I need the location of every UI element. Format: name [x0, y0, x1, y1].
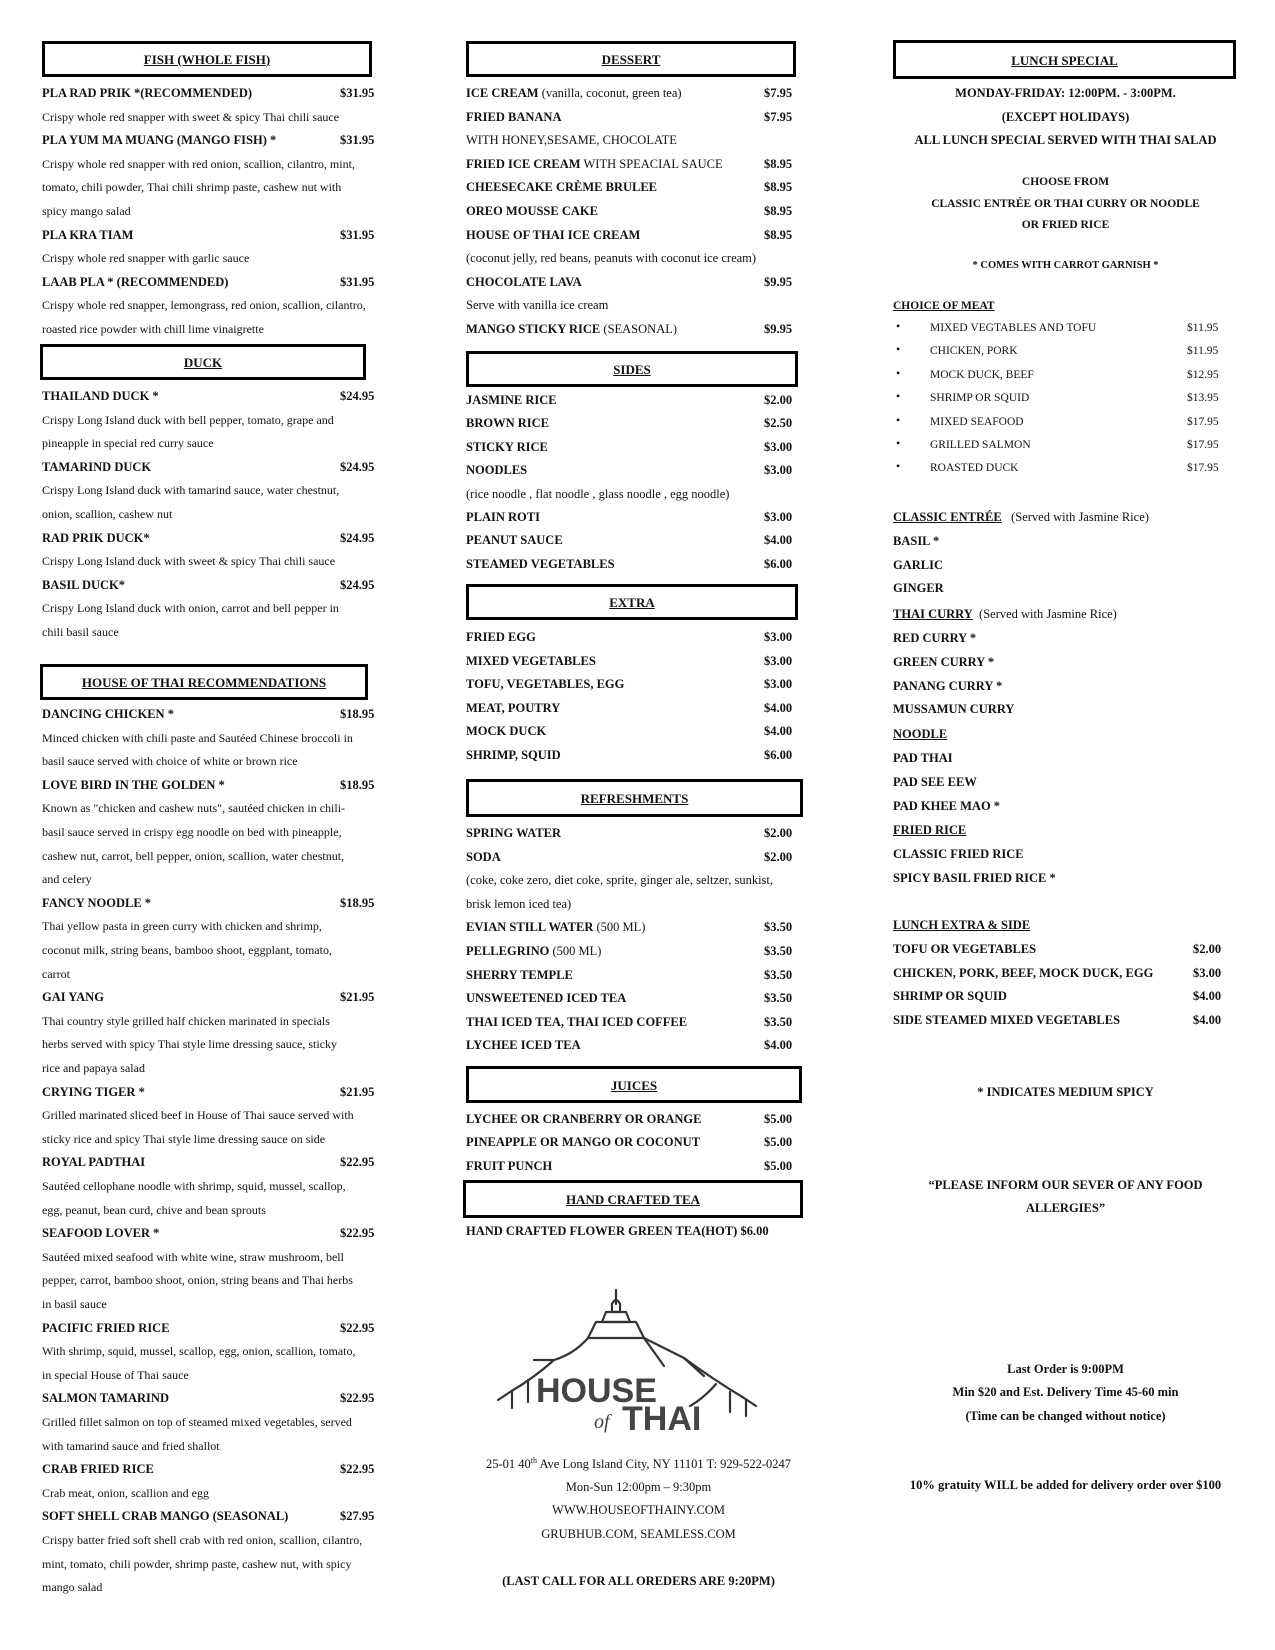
meat-choice-name: MIXED SEAFOOD — [930, 415, 1024, 428]
lunch-option-item: PANANG CURRY * — [893, 678, 1003, 693]
menu-line — [466, 1159, 552, 1174]
menu-line-price: $8.95 — [764, 227, 793, 242]
menu-line-name: STEAMED VEGETABLES — [466, 556, 615, 571]
lunch-special-header: LUNCH SPECIAL — [893, 40, 1236, 79]
menu-line-price: $3.00 — [764, 439, 793, 454]
menu-item-name: RAD PRIK DUCK* — [42, 530, 150, 545]
menu-item-name: PLA YUM MA MUANG (MANGO FISH) * — [42, 133, 277, 148]
menu-item-description: Sautéed cellophane noodle with shrimp, squid, mussel, scallop, — [42, 1179, 346, 1193]
menu-item-description: with tamarind sauce and fried shallot — [42, 1438, 220, 1453]
bullet-icon: • — [896, 436, 901, 450]
menu-line-name: FRUIT PUNCH — [466, 1158, 553, 1173]
fish-section-header: FISH (WHOLE FISH) — [42, 41, 372, 77]
menu-line — [466, 850, 501, 865]
menu-item-description: Grilled marinated sliced beef in House of Thai sauce served with — [42, 1108, 354, 1123]
lunch-option-item: SPICY BASIL FRIED RICE * — [893, 870, 1056, 885]
duck-section-header: DUCK — [40, 344, 366, 380]
logo-house-text: HOUSE — [536, 1372, 657, 1410]
menu-line-name: TOFU, VEGETABLES, EGG — [466, 677, 625, 691]
meat-choice-name: MOCK DUCK, BEEF — [930, 368, 1034, 381]
lunch-option-item: PAD KHEE MAO * — [893, 798, 1001, 813]
menu-line — [466, 557, 615, 572]
menu-line-detail: (coke, coke zero, diet coke, sprite, ginger ale, seltzer, sunkist, — [466, 873, 774, 888]
menu-line-name: SPRING WATER — [466, 826, 562, 840]
sides-section-header: SIDES — [466, 351, 798, 387]
menu-line-price: $4.00 — [764, 724, 793, 738]
menu-item-description: herbs served with spicy Thai style lime dressing sauce, sticky — [42, 1037, 338, 1052]
noodle-heading: NOODLE — [893, 727, 948, 741]
menu-line-price: $2.50 — [764, 416, 793, 431]
menu-line — [466, 533, 563, 548]
menu-item-name: ROYAL PADTHAI — [42, 1155, 146, 1170]
lunch-choose-title: CHOOSE FROM — [1021, 176, 1110, 188]
menu-line-price: $2.00 — [764, 849, 793, 864]
menu-item-description: carrot — [42, 966, 70, 981]
menu-line-name: FRIED ICE CREAM — [466, 156, 581, 171]
lunch-choose-options-2: OR FRIED RICE — [1021, 219, 1110, 231]
menu-line-detail: WITH HONEY,SESAME, CHOCOLATE — [466, 133, 677, 148]
menu-item-description: Crispy Long Island duck with sweet & spicy Thai chili sauce — [42, 554, 336, 569]
bullet-icon: • — [896, 365, 901, 380]
logo-of-text: of — [594, 1411, 610, 1433]
lunch-extra-price: $4.00 — [1193, 989, 1222, 1004]
menu-line-name: SHERRY TEMPLE — [466, 967, 573, 982]
menu-item-price: $22.95 — [340, 1462, 375, 1477]
menu-item-price: $22.95 — [340, 1391, 375, 1406]
juices-section-header: JUICES — [466, 1066, 802, 1103]
menu-item-description: rice and papaya salad — [42, 1061, 145, 1075]
menu-line-name: CHEESECAKE CRÈME BRULEE — [466, 180, 658, 195]
menu-line-name: PEANUT SAUCE — [466, 533, 563, 548]
menu-item-price: $31.95 — [340, 227, 375, 242]
lunch-option-item: PAD SEE EEW — [893, 774, 977, 789]
lunch-option-item: GREEN CURRY * — [893, 654, 995, 669]
menu-item-description: sticky rice and spicy Thai style lime dressing sauce on side — [42, 1131, 326, 1146]
menu-line — [466, 393, 557, 408]
bullet-icon: • — [896, 319, 901, 333]
menu-line-name: MEAT, POUTRY — [466, 700, 561, 715]
menu-line-price: $3.00 — [764, 677, 793, 691]
menu-line — [466, 724, 546, 739]
menu-item-description: mint, tomato, chili powder, shrimp paste, cashew nut, with spicy — [42, 1556, 352, 1571]
lunch-option-item: MUSSAMUN CURRY — [893, 702, 1015, 717]
refreshments-section-header: REFRESHMENTS — [466, 779, 803, 817]
lunch-extra-price: $3.00 — [1193, 965, 1222, 980]
menu-line-detail: (rice noodle , flat noodle , glass noodle , egg noodle) — [466, 486, 730, 501]
menu-line-detail: (vanilla, coconut, green tea) — [538, 86, 682, 100]
menu-item-price: $21.95 — [340, 1084, 375, 1099]
menu-line-detail: (coconut jelly, red beans, peanuts with coconut ice cream) — [466, 251, 757, 266]
menu-line-name: MANGO STICKY RICE — [466, 322, 601, 336]
extra-section-header: EXTRA — [466, 584, 798, 620]
menu-line — [466, 701, 560, 716]
menu-line — [466, 322, 677, 337]
lunch-intro-holidays: (EXCEPT HOLIDAYS) — [1001, 110, 1130, 124]
menu-item-name: BASIL DUCK* — [42, 577, 126, 592]
thai-curry-heading: THAI CURRY (Served with Jasmine Rice) — [893, 607, 1117, 621]
allergy-note-line1: “PLEASE INFORM OUR SEVER OF ANY FOOD — [928, 1178, 1203, 1192]
tea-section-header: HAND CRAFTED TEA — [463, 1180, 803, 1218]
menu-line-name: STICKY RICE — [466, 439, 548, 454]
menu-line-price: $7.95 — [764, 86, 793, 100]
allergy-note-line2: ALLERGIES” — [1025, 1201, 1106, 1215]
menu-line-name: LYCHEE ICED TEA — [466, 1038, 581, 1053]
dessert-section-header: DESSERT — [466, 41, 796, 77]
menu-item-description: Crispy batter fried soft shell crab with red onion, scallion, cilantro, — [42, 1533, 363, 1547]
lunch-extra-price: $4.00 — [1193, 1012, 1222, 1027]
menu-line-detail: WITH SPEACIAL SAUCE — [580, 156, 723, 171]
lunch-intro-hours: MONDAY-FRIDAY: 12:00PM. - 3:00PM. — [955, 86, 1176, 100]
lunch-option-item: BASIL * — [893, 534, 940, 548]
menu-item-price: $22.95 — [340, 1226, 375, 1241]
menu-item-price: $18.95 — [340, 707, 375, 721]
menu-line-price: $4.00 — [764, 700, 793, 715]
menu-line-name: CHOCOLATE LAVA — [466, 274, 582, 289]
menu-line — [466, 1015, 687, 1030]
menu-item-price: $24.95 — [340, 577, 375, 592]
menu-line-price: $9.95 — [764, 274, 793, 289]
menu-line-name: MIXED VEGETABLES — [466, 653, 596, 668]
menu-line — [466, 180, 657, 195]
menu-item-price: $24.95 — [340, 459, 375, 474]
menu-line — [466, 440, 548, 455]
delivery-minimum-note: Min $20 and Est. Delivery Time 45-60 min — [952, 1385, 1179, 1399]
lunch-option-item: GINGER — [893, 581, 944, 596]
menu-item-description: Known as "chicken and cashew nuts", sautéed chicken in chili- — [42, 801, 346, 816]
menu-line-name: OREO MOUSSE CAKE — [466, 204, 598, 218]
menu-line — [466, 487, 729, 502]
menu-line — [466, 510, 540, 525]
menu-item-price: $22.95 — [340, 1155, 375, 1170]
meat-choice-name: ROASTED DUCK — [930, 462, 1019, 475]
menu-line-price: $6.00 — [764, 556, 793, 571]
menu-line-name: PLAIN ROTI — [466, 510, 540, 524]
menu-line-detail: (500 ML) — [549, 944, 602, 958]
meat-choice-name: GRILLED SALMON — [930, 439, 1031, 451]
menu-line-price: $5.00 — [764, 1112, 793, 1126]
lunch-option-item: PAD THAI — [893, 751, 953, 765]
meat-choice-name: CHICKEN, PORK — [930, 345, 1018, 358]
menu-line — [466, 228, 640, 243]
menu-line-price: $3.00 — [764, 630, 793, 644]
menu-line — [466, 204, 598, 219]
menu-item-description: Crispy whole red snapper with garlic sauce — [42, 251, 250, 266]
menu-line — [466, 298, 608, 313]
menu-item-description: coconut milk, string beans, bamboo shoot, eggplant, tomato, — [42, 943, 332, 957]
meat-choice-price: $11.95 — [1187, 345, 1219, 358]
menu-item-name: DANCING CHICKEN * — [42, 707, 174, 721]
menu-line — [466, 1038, 581, 1053]
menu-line-price: $3.50 — [764, 944, 793, 958]
menu-line-name: LYCHEE OR CRANBERRY OR ORANGE — [466, 1112, 702, 1126]
classic-entree-heading: CLASSIC ENTRÉE (Served with Jasmine Rice) — [893, 510, 1149, 524]
menu-line-detail: (500 ML) — [593, 920, 646, 935]
fried-rice-heading: FRIED RICE — [893, 823, 967, 837]
menu-line — [466, 748, 561, 763]
footer-last-call: (LAST CALL FOR ALL OREDERS ARE 9:20PM) — [502, 1574, 775, 1588]
menu-line-price: $5.00 — [764, 1135, 793, 1150]
menu-item-name: LOVE BIRD IN THE GOLDEN * — [42, 777, 225, 792]
menu-line-name: THAI ICED TEA, THAI ICED COFFEE — [466, 1014, 688, 1029]
menu-line — [466, 968, 573, 983]
menu-item-price: $18.95 — [340, 777, 375, 792]
lunch-garnish-note: * COMES WITH CARROT GARNISH * — [972, 260, 1159, 271]
menu-item-price: $24.95 — [340, 530, 375, 545]
menu-line-detail: (SEASONAL) — [600, 322, 678, 336]
meat-choice-price: $17.95 — [1187, 462, 1219, 475]
menu-line — [466, 463, 527, 478]
menu-line-name: SODA — [466, 849, 501, 864]
meat-choice-price: $17.95 — [1187, 439, 1219, 451]
meat-choice-price: $11.95 — [1187, 322, 1219, 334]
menu-line-price: $3.50 — [764, 991, 793, 1006]
menu-item-description: roasted rice powder with chill lime vinaigrette — [42, 322, 264, 336]
menu-item-price: $18.95 — [340, 895, 375, 910]
menu-line — [466, 991, 626, 1006]
menu-line-price: $8.95 — [764, 156, 793, 171]
menu-line-name: UNSWEETENED ICED TEA — [466, 991, 627, 1006]
menu-item-name: PACIFIC FRIED RICE — [42, 1320, 170, 1335]
meat-choice-price: $12.95 — [1187, 368, 1219, 381]
menu-line-name: PELLEGRINO — [466, 944, 550, 958]
menu-item-name: FANCY NOODLE * — [42, 895, 152, 910]
menu-item-price: $31.95 — [340, 133, 375, 148]
menu-item-name: TAMARIND DUCK — [42, 459, 152, 474]
lunch-option-item: CLASSIC FRIED RICE — [893, 847, 1024, 861]
menu-item-description: Crispy Long Island duck with onion, carrot and bell pepper in — [42, 601, 339, 616]
menu-item-description: chili basil sauce — [42, 625, 119, 639]
bullet-icon: • — [896, 412, 901, 427]
menu-item-description: and celery — [42, 872, 92, 887]
menu-item-description: onion, scallion, cashew nut — [42, 507, 173, 521]
menu-line — [466, 157, 723, 172]
menu-item-description: Crispy Long Island duck with tamarind sauce, water chestnut, — [42, 483, 340, 498]
menu-line — [466, 677, 624, 692]
menu-line-price: $2.00 — [764, 826, 793, 840]
menu-item-description: pepper, carrot, bamboo shoot, onion, string beans and Thai herbs — [42, 1273, 353, 1288]
menu-line-detail: Serve with vanilla ice cream — [466, 298, 609, 313]
menu-item-description: Sautéed mixed seafood with white wine, straw mushroom, bell — [42, 1249, 344, 1264]
menu-line-detail: brisk lemon iced tea) — [466, 896, 572, 911]
menu-item-description: mango salad — [42, 1580, 103, 1595]
lunch-extra-price: $2.00 — [1193, 942, 1222, 956]
menu-item-price: $22.95 — [340, 1320, 375, 1335]
menu-line — [466, 1135, 700, 1150]
menu-item-price: $31.95 — [340, 274, 375, 289]
menu-item-price: $31.95 — [340, 86, 375, 100]
meat-choice-price: $17.95 — [1187, 415, 1219, 428]
menu-line-name: BROWN RICE — [466, 416, 549, 431]
lunch-extra-name: SIDE STEAMED MIXED VEGETABLES — [893, 1012, 1121, 1027]
menu-line — [466, 1112, 701, 1127]
menu-line — [466, 873, 773, 888]
menu-line-price: $5.00 — [764, 1158, 793, 1173]
menu-line — [466, 630, 536, 645]
menu-item-name: PLA RAD PRIK *(RECOMMENDED) — [42, 86, 253, 100]
menu-line — [466, 251, 756, 266]
menu-line-name: NOODLES — [466, 463, 528, 478]
menu-line-price: $4.00 — [764, 533, 793, 548]
menu-line-name: MOCK DUCK — [466, 724, 547, 738]
footer-hours: Mon-Sun 12:00pm – 9:30pm — [565, 1480, 712, 1494]
lunch-option-item: RED CURRY * — [893, 631, 977, 645]
meat-choice-price: $13.95 — [1187, 392, 1219, 405]
meat-choice-name: MIXED VEGTABLES AND TOFU — [930, 322, 1097, 334]
menu-line — [466, 944, 601, 959]
spicy-note: * INDICATES MEDIUM SPICY — [977, 1085, 1154, 1099]
menu-item-description: Crispy Long Island duck with bell pepper, tomato, grape and — [42, 412, 334, 427]
menu-line-name: SHRIMP, SQUID — [466, 747, 561, 762]
menu-item-name: PLA KRA TIAM — [42, 227, 134, 242]
menu-item-description: spicy mango salad — [42, 204, 131, 218]
menu-item-price: $27.95 — [340, 1509, 375, 1524]
menu-line-price: $3.50 — [764, 967, 793, 982]
menu-line-price: $3.00 — [764, 653, 793, 668]
bullet-icon: • — [896, 342, 901, 357]
menu-line — [466, 275, 582, 290]
menu-item-description: Thai country style grilled half chicken marinated in specials — [42, 1013, 330, 1028]
menu-line-price: $6.00 — [764, 747, 793, 762]
menu-item-description: With shrimp, squid, mussel, scallop, egg, onion, scallion, tomato, — [42, 1344, 356, 1359]
menu-line — [466, 826, 561, 841]
menu-line-name: HOUSE OF THAI ICE CREAM — [466, 227, 641, 242]
logo-thai-text: THAI — [622, 1400, 702, 1438]
footer-delivery: GRUBHUB.COM, SEAMLESS.COM — [541, 1527, 736, 1541]
menu-line — [466, 920, 645, 935]
menu-line — [466, 654, 596, 669]
menu-item-name: CRYING TIGER * — [42, 1084, 145, 1099]
menu-item-description: basil sauce served in crispy egg noodle on bed with pineapple, — [42, 825, 342, 839]
lunch-intro-salad: ALL LUNCH SPECIAL SERVED WITH THAI SALAD — [914, 133, 1217, 147]
menu-line-price: $7.95 — [764, 109, 793, 124]
bullet-icon: • — [896, 459, 901, 474]
lunch-extra-heading: LUNCH EXTRA & SIDE — [893, 918, 1031, 932]
menu-line-price: $3.00 — [764, 463, 793, 478]
menu-item-description: Thai yellow pasta in green curry with chicken and shrimp, — [42, 919, 322, 934]
menu-line — [466, 110, 562, 125]
menu-item-name: SEAFOOD LOVER * — [42, 1226, 160, 1241]
menu-item-name: THAILAND DUCK * — [42, 389, 159, 403]
gratuity-note: 10% gratuity WILL be added for delivery order over $100 — [909, 1478, 1222, 1492]
menu-line — [466, 897, 571, 912]
footer-website: WWW.HOUSEOFTHAINY.COM — [552, 1503, 725, 1517]
menu-line-price: $3.50 — [764, 920, 793, 935]
last-order-note: Last Order is 9:00PM — [1007, 1362, 1124, 1376]
footer-address: 25-01 40th Ave Long Island City, NY 11101 T: 929-522-0247 — [485, 1456, 792, 1472]
menu-item-description: in special House of Thai sauce — [42, 1367, 189, 1382]
menu-line-name: EVIAN STILL WATER — [466, 920, 594, 935]
menu-item-description: cashew nut, carrot, bell pepper, onion, scallion, water chestnut, — [42, 848, 345, 863]
menu-item-price: $24.95 — [340, 389, 375, 403]
lunch-extra-name: TOFU OR VEGETABLES — [893, 942, 1037, 956]
menu-item-name: SOFT SHELL CRAB MANGO (SEASONAL) — [42, 1509, 289, 1524]
tea-item: HAND CRAFTED FLOWER GREEN TEA(HOT) $6.00 — [466, 1224, 769, 1238]
menu-item-description: tomato, chili powder, Thai chili shrimp paste, cashew nut with — [42, 180, 342, 195]
menu-item-description: Crispy whole red snapper with red onion, scallion, cilantro, mint, — [42, 156, 355, 171]
menu-line — [466, 86, 682, 101]
menu-line-price: $9.95 — [764, 322, 793, 336]
menu-item-description: Crispy whole red snapper with sweet & spicy Thai chili sauce — [42, 109, 340, 124]
menu-line-price: $8.95 — [764, 204, 793, 218]
menu-item-description: Grilled fillet salmon on top of steamed mixed vegetables, served — [42, 1415, 352, 1429]
menu-item-name: LAAB PLA * (RECOMMENDED) — [42, 274, 229, 289]
lunch-extra-name: SHRIMP OR SQUID — [893, 989, 1007, 1004]
menu-line-price: $3.00 — [764, 510, 793, 524]
menu-line-price: $3.50 — [764, 1014, 793, 1029]
menu-item-name: GAI YANG — [42, 990, 104, 1005]
menu-item-description: Minced chicken with chili paste and Sautéed Chinese broccoli in — [42, 730, 353, 745]
menu-item-description: basil sauce served with choice of white or brown rice — [42, 754, 298, 769]
menu-line-price: $2.00 — [764, 393, 793, 407]
menu-item-description: Crab meat, onion, scallion and egg — [42, 1485, 209, 1500]
menu-item-price: $21.95 — [340, 990, 375, 1005]
lunch-option-item: GARLIC — [893, 557, 944, 572]
menu-line-name: PINEAPPLE OR MANGO OR COCONUT — [466, 1135, 701, 1150]
menu-line-name: FRIED BANANA — [466, 109, 562, 124]
menu-item-description: in basil sauce — [42, 1297, 107, 1311]
lunch-choose-options: CLASSIC ENTRÉE OR THAI CURRY OR NOODLE — [931, 198, 1200, 210]
menu-line-price: $4.00 — [764, 1038, 793, 1053]
menu-item-description: pineapple in special red curry sauce — [42, 436, 214, 451]
house-of-thai-logo — [494, 1288, 774, 1438]
bullet-icon: • — [896, 389, 901, 404]
menu-item-name: CRAB FRIED RICE — [42, 1462, 154, 1477]
recommendations-section-header: HOUSE OF THAI RECOMMENDATIONS — [40, 664, 368, 700]
menu-line — [466, 133, 677, 148]
menu-line — [466, 416, 549, 431]
lunch-extra-name: CHICKEN, PORK, BEEF, MOCK DUCK, EGG — [893, 965, 1154, 980]
menu-item-description: Crispy whole red snapper, lemongrass, red onion, scallion, cilantro, — [42, 298, 366, 313]
menu-line-name: ICE CREAM — [466, 86, 539, 100]
choice-of-meat-header: CHOICE OF MEAT — [893, 300, 995, 312]
menu-line-name: FRIED EGG — [466, 630, 536, 644]
menu-line-name: JASMINE RICE — [466, 393, 557, 407]
temple-roof-icon — [494, 1288, 774, 1438]
time-change-note: (Time can be changed without notice) — [965, 1409, 1166, 1423]
menu-line-price: $8.95 — [764, 180, 793, 195]
meat-choice-name: SHRIMP OR SQUID — [930, 392, 1030, 405]
menu-item-description: egg, peanut, bean curd, chive and bean sprouts — [42, 1202, 266, 1217]
menu-item-name: SALMON TAMARIND — [42, 1391, 169, 1406]
